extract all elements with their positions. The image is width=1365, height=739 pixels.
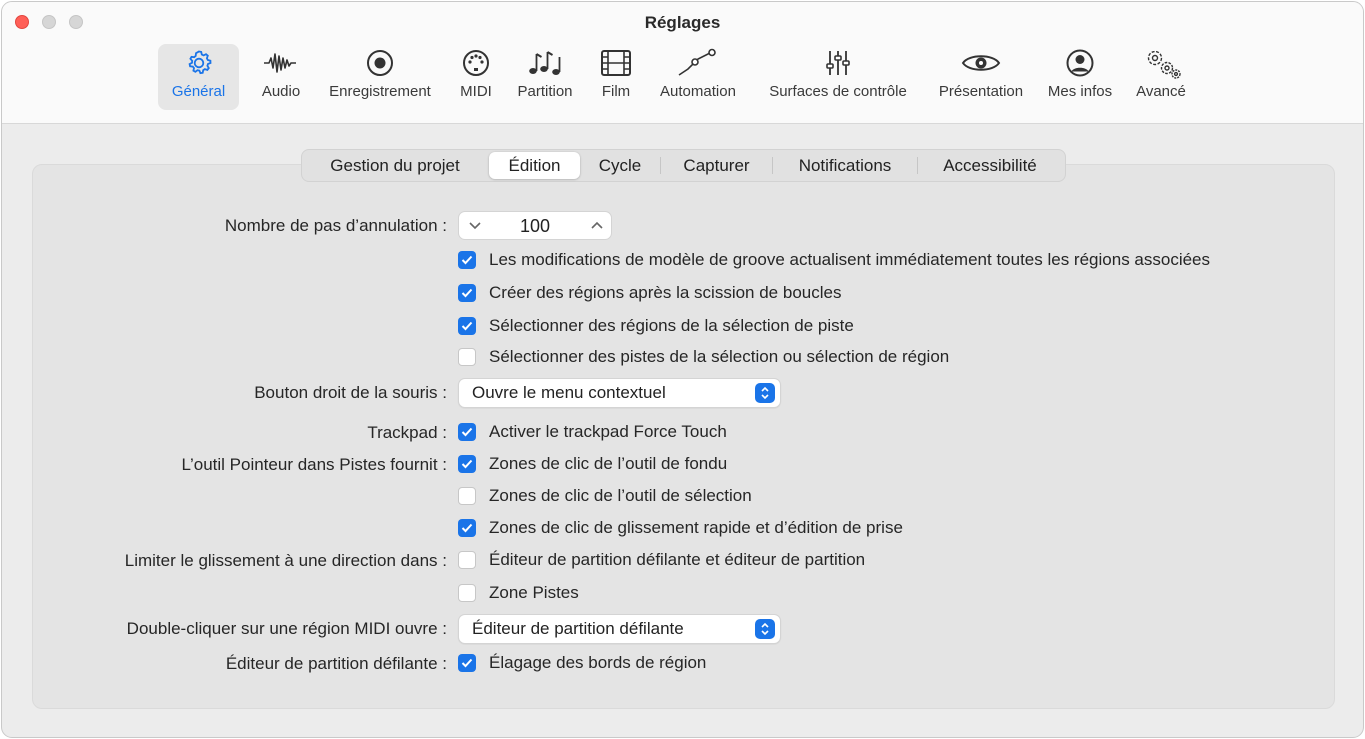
checkmark-icon [461, 427, 473, 437]
toolbar-control-surfaces[interactable]: Surfaces de contrôle [757, 44, 919, 110]
quick-swipe-checkbox-row[interactable]: Zones de clic de glissement rapide et d’édition de prise [458, 518, 903, 538]
checkbox-unchecked[interactable] [458, 487, 476, 505]
person-icon [1065, 44, 1095, 82]
film-icon [600, 44, 632, 82]
toolbar-my-info[interactable]: Mes infos [1042, 44, 1118, 110]
eye-icon [961, 44, 1001, 82]
checkbox-checked[interactable] [458, 423, 476, 441]
toolbar-automation[interactable]: Automation [653, 44, 743, 110]
titlebar [2, 2, 1363, 124]
checkmark-icon [461, 523, 473, 533]
undo-steps-label: Nombre de pas d’annulation : [224, 216, 447, 235]
checkbox-checked[interactable] [458, 654, 476, 672]
undo-steps-value[interactable]: 100 [519, 216, 551, 236]
pointer-tool-label: L’outil Pointeur dans Pistes fournit : [181, 455, 447, 474]
checkbox-checked[interactable] [458, 317, 476, 335]
double-click-midi-popup[interactable]: Éditeur de partition défilante [458, 614, 781, 644]
tab-notifications[interactable]: Notifications [798, 155, 892, 175]
trackpad-label: Trackpad : [367, 423, 447, 442]
toolbar-audio[interactable]: Audio [254, 44, 308, 110]
checkbox-unchecked[interactable] [458, 551, 476, 569]
checkbox-checked[interactable] [458, 519, 476, 537]
toolbar-recording[interactable]: Enregistrement [320, 44, 440, 110]
tab-editing[interactable]: Édition [489, 152, 580, 179]
record-icon [365, 44, 395, 82]
tab-capture[interactable]: Capturer [683, 155, 750, 175]
waveform-icon [263, 44, 299, 82]
undo-steps-stepper[interactable] [458, 211, 612, 240]
checkbox-checked[interactable] [458, 284, 476, 302]
checkbox-checked[interactable] [458, 251, 476, 269]
region-border-trim-checkbox-row[interactable]: Élagage des bords de région [458, 653, 706, 673]
tab-project-handling[interactable]: Gestion du projet [330, 155, 460, 175]
tab-accessibility[interactable]: Accessibilité [943, 155, 1037, 175]
right-mouse-label: Bouton droit de la souris : [254, 383, 447, 402]
limit-dragging-label: Limiter le glissement à une direction dans : [124, 551, 447, 570]
updown-arrows-icon [755, 619, 775, 639]
tracks-area-checkbox-row[interactable]: Zone Pistes [458, 583, 579, 603]
updown-arrows-icon [755, 383, 775, 403]
toolbar-score[interactable]: Partition [511, 44, 579, 110]
piano-roll-editor-label: Éditeur de partition défilante : [225, 654, 447, 673]
toolbar-film[interactable]: Film [596, 44, 636, 110]
double-click-midi-label: Double-cliquer sur une région MIDI ouvre : [126, 619, 447, 638]
checkbox-unchecked[interactable] [458, 584, 476, 602]
checkmark-icon [461, 658, 473, 668]
select-tracks-checkbox-row[interactable]: Sélectionner des pistes de la sélection ou sélection de région [458, 347, 949, 367]
gears-icon [1141, 44, 1181, 82]
checkmark-icon [461, 288, 473, 298]
sliders-icon [823, 44, 853, 82]
toolbar-view[interactable]: Présentation [931, 44, 1031, 110]
checkmark-icon [461, 459, 473, 469]
create-regions-checkbox-row[interactable]: Créer des régions après la scission de boucles [458, 283, 841, 303]
toolbar-general[interactable]: Général [158, 44, 239, 110]
right-mouse-popup[interactable]: Ouvre le menu contextuel [458, 378, 781, 408]
tab-bar [301, 149, 1066, 182]
marquee-tool-checkbox-row[interactable]: Zones de clic de l’outil de sélection [458, 486, 752, 506]
checkmark-icon [461, 321, 473, 331]
checkbox-checked[interactable] [458, 455, 476, 473]
toolbar-advanced[interactable]: Avancé [1131, 44, 1191, 110]
settings-window [1, 1, 1364, 738]
groove-checkbox-row[interactable]: Les modifications de modèle de groove actualisent immédiatement toutes les régions associées [458, 250, 1210, 270]
checkbox-unchecked[interactable] [458, 348, 476, 366]
chevron-up-icon[interactable] [590, 220, 604, 230]
gear-icon [184, 44, 214, 82]
toolbar-midi[interactable]: MIDI [456, 44, 496, 110]
fade-tool-checkbox-row[interactable]: Zones de clic de l’outil de fondu [458, 454, 727, 474]
window-title: Réglages [644, 13, 721, 32]
midi-port-icon [461, 44, 491, 82]
automation-curve-icon [678, 44, 718, 82]
music-notes-icon [527, 44, 563, 82]
force-touch-checkbox-row[interactable]: Activer le trackpad Force Touch [458, 422, 727, 442]
tab-cycle[interactable]: Cycle [598, 155, 642, 175]
piano-roll-drag-checkbox-row[interactable]: Éditeur de partition défilante et éditeur de partition [458, 550, 865, 570]
select-regions-checkbox-row[interactable]: Sélectionner des régions de la sélection de piste [458, 316, 854, 336]
checkmark-icon [461, 255, 473, 265]
